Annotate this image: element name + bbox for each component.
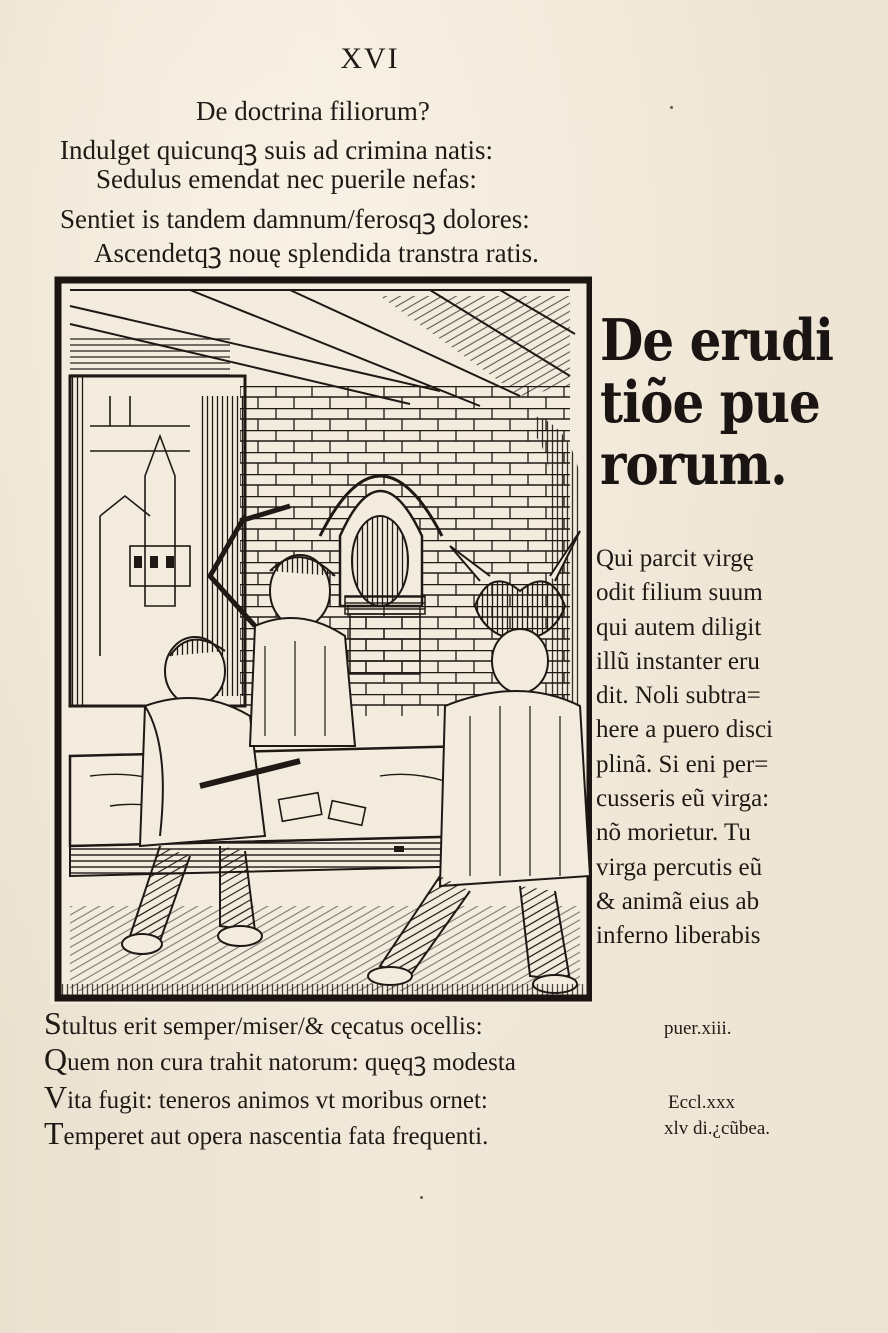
ink-speck bbox=[670, 106, 673, 109]
side-text-line: plinã. Si eni per= bbox=[596, 750, 769, 778]
title-line: tiõe pue bbox=[600, 368, 820, 436]
verse-line-text: ita fugit: teneros animos vt moribus ornet: bbox=[67, 1087, 488, 1114]
side-text-line: & animã eius ab bbox=[596, 887, 760, 915]
folio-number: XVI bbox=[340, 42, 400, 75]
verse-line bbox=[44, 1079, 488, 1116]
side-text-line: odit filium suum bbox=[596, 579, 763, 607]
side-text-line: cusseris eũ virga: bbox=[596, 785, 770, 813]
verse-line bbox=[44, 1041, 516, 1078]
title-line: De erudi bbox=[600, 306, 834, 374]
verse-line-text: uem non cura trahit natorum: quęqꝫ modesta bbox=[67, 1049, 516, 1076]
margin-note: xlv di.¿cũbea. bbox=[664, 1118, 771, 1139]
initial-letter: S bbox=[44, 1005, 62, 1041]
gothic-title bbox=[600, 305, 840, 498]
woodcut-illustration bbox=[50, 276, 592, 1004]
side-text-line: inferno liberabis bbox=[596, 922, 761, 950]
verse-heading: De doctrina filiorum? bbox=[196, 96, 430, 126]
ink-speck bbox=[420, 1196, 423, 1199]
verse-line bbox=[44, 1005, 483, 1042]
initial-letter: Q bbox=[44, 1041, 68, 1077]
verse-line: Indulget quicunqꝫ suis ad crimina natis: bbox=[60, 135, 493, 165]
verse-line: Sedulus emendat nec puerile nefas: bbox=[96, 164, 477, 194]
initial-letter: T bbox=[44, 1115, 64, 1151]
side-text-line: here a puero disci bbox=[596, 716, 774, 744]
verse-line-text: emperet aut opera nascentia fata frequenti. bbox=[63, 1123, 489, 1150]
verse-line: Sentiet is tandem damnum/ferosqꝫ dolores: bbox=[60, 204, 530, 234]
margin-note: puer.xiii. bbox=[664, 1018, 732, 1039]
initial-letter: V bbox=[44, 1079, 68, 1115]
title-line: rorum. bbox=[600, 430, 787, 498]
verse-line bbox=[44, 1115, 488, 1152]
verse-line: Ascendetqꝫ nouę splendida transtra ratis. bbox=[94, 238, 539, 268]
side-text bbox=[596, 542, 856, 954]
verse-line-text: tultus erit semper/miser/& cęcatus ocellis: bbox=[61, 1013, 483, 1040]
side-text-line: Qui parcit virgę bbox=[596, 545, 754, 572]
side-text-line: nõ morietur. Tu bbox=[596, 819, 751, 847]
side-text-line: dit. Noli subtra= bbox=[596, 682, 761, 710]
side-text-line: illũ instanter eru bbox=[596, 647, 760, 675]
margin-note: Eccl.xxx bbox=[668, 1092, 736, 1113]
side-text-line: qui autem diligit bbox=[596, 613, 762, 641]
side-text-line: virga percutis eũ bbox=[596, 853, 763, 881]
